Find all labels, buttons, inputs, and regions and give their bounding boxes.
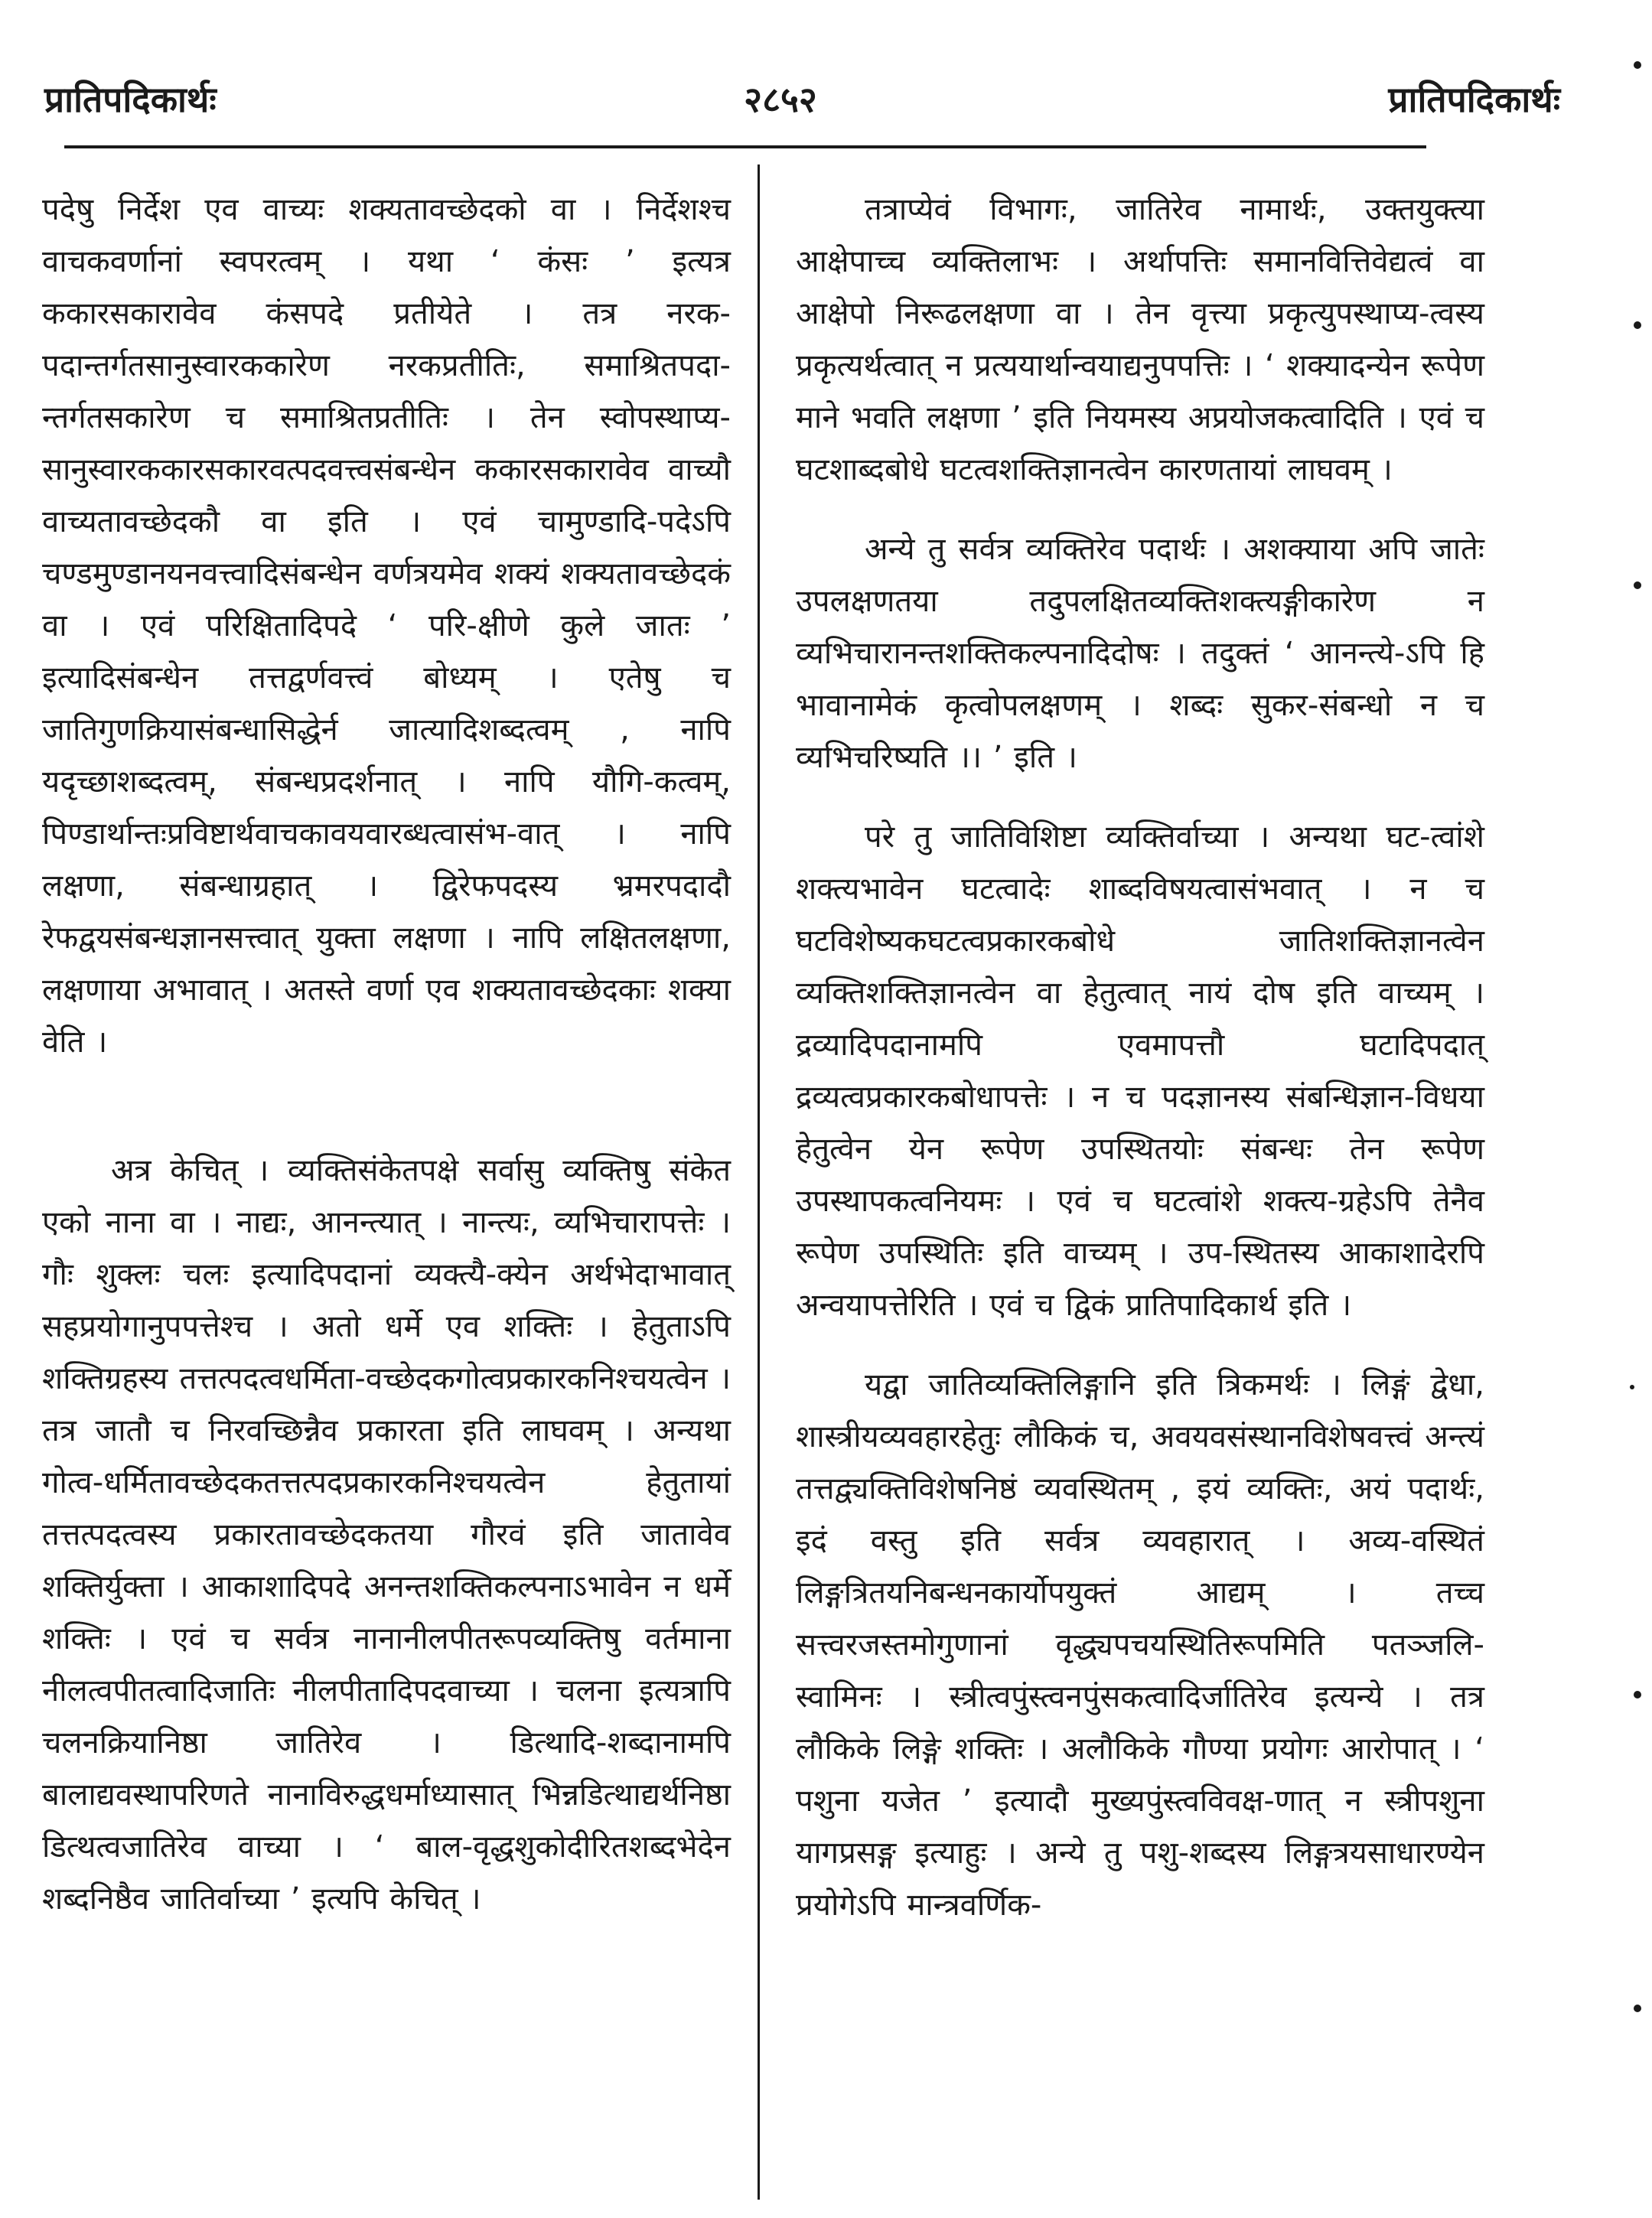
margin-speck [1630, 1385, 1634, 1389]
margin-speck [1634, 1691, 1641, 1699]
margin-speck [1634, 61, 1641, 69]
paragraph-gap [796, 1331, 1484, 1359]
paragraph: तत्राप्येवं विभागः, जातिरेव नामार्थः, उक्तयुक्त्या आक्षेपाच्च व्यक्तिलाभः । अर्थापत्तिः समानवित्तिवेद्यत्वं वा आक्षेपो निरूढलक्षणा वा । तेन वृत्त्या प्रकृत्युपस्थाप्य-त्वस्य प्रकृत्यर्थत्वात् न प्रत्ययार्थान्वयाद्यनुपपत्तिः । ‘ शक्यादन्येन रूपेण माने भवति लक्षणा ’ इति नियमस्य अप्रयोजकत्वादिति । एवं च घटशाब्दबोधे घटत्वशक्तिज्ञानत्वेन कारणतायां लाघवम् । [796, 192, 1484, 487]
right-column [796, 184, 1484, 1931]
paragraph: पदेषु निर्देश एव वाच्यः शक्यतावच्छेदको वा । निर्देशश्च वाचकवर्णानां स्वपरत्वम् । यथा ‘ कंसः ’ इत्यत्र ककारसकारावेव कंसपदे प्रतीयेते । तत्र नरक-पदान्तर्गतसानुस्वारककारेण नरकप्रतीतिः, समाश्रितपदा-न्तर्गतसकारेण च समाश्रितप्रतीतिः । तेन स्वोपस्थाप्य-सानुस्वारककारसकारवत्पदवत्त्वसंबन्धेन ककारसकारावेव वाच्यौ वाच्यतावच्छेदकौ वा इति । एवं चामुण्डादि-पदेऽपि चण्डमुण्डानयनवत्त्वादिसंबन्धेन वर्णत्रयमेव शक्यं शक्यतावच्छेदकं वा । एवं परिक्षितादिपदे ‘ परि-क्षीणे कुले जातः ’ इत्यादिसंबन्धेन तत्तद्वर्णवत्त्वं बोध्यम् । एतेषु च जातिगुणक्रियासंबन्धासिद्धेर्न जात्यादिशब्दत्वम् , नापि यदृच्छाशब्दत्वम्, संबन्धप्रदर्शनात् । नापि यौगि-कत्वम्, पिण्डार्थान्तःप्रविष्टार्थवाचकावयवारब्धत्वासंभ-वात् । नापि लक्षणा, संबन्धाग्रहात् । द्विरेफपदस्य भ्रमरपदादौ रेफद्वयसंबन्धज्ञानसत्त्वात् युक्ता लक्षणा । नापि लक्षितलक्षणा, लक्षणाया अभावात् । अतस्ते वर्णा एव शक्यतावच्छेदकाः शक्या वेति । [42, 192, 731, 1060]
paragraph: परे तु जातिविशिष्टा व्यक्तिर्वाच्या । अन्यथा घट-त्वांशे शक्त्यभावेन घटत्वादेः शाब्दविषयत्वासंभवात् । न च घटविशेष्यकघटत्वप्रकारकबोधे जातिशक्तिज्ञानत्वेन व्यक्तिशक्तिज्ञानत्वेन वा हेतुत्वात् नायं दोष इति वाच्यम् । द्रव्यादिपदानामपि एवमापत्तौ घटादिपदात् द्रव्यत्वप्रकारकबोधापत्तेः । न च पदज्ञानस्य संबन्धिज्ञान-विधया हेतुत्वेन येन रूपेण उपस्थितयोः संबन्धः तेन रूपेण उपस्थापकत्वनियमः । एवं च घटत्वांशे शक्त्य-ग्रहेऽपि तेनैव रूपेण उपस्थितिः इति वाच्यम् । उप-स्थितस्य आकाशादेरपि अन्वयापत्तेरिति । एवं च द्विकं प्रातिपादिकार्थ इति । [796, 819, 1484, 1323]
column-divider [758, 164, 760, 2200]
paragraph-gap [796, 783, 1484, 811]
margin-speck [1634, 2005, 1641, 2012]
header-rule [64, 145, 1426, 148]
left-column [42, 184, 731, 1925]
paragraph-gap [796, 496, 1484, 523]
paragraph-gap [42, 1068, 731, 1145]
margin-speck [1634, 581, 1641, 589]
running-head-left: प्रातिपदिकार्थः [44, 79, 217, 120]
paragraph: अन्ये तु सर्वत्र व्यक्तिरेव पदार्थः । अशक्याया अपि जातेः उपलक्षणतया तदुपलक्षितव्यक्तिशक्त्यङ्गीकारेण न व्यभिचारानन्तशक्तिकल्पनादिदोषः । तदुक्तं ‘ आनन्त्ये-ऽपि हि भावानामेकं कृत्वोपलक्षणम् । शब्दः सुकर-संबन्धो न च व्यभिचरिष्यति ।। ’ इति । [796, 532, 1484, 775]
running-head-right: प्रातिपदिकार्थः [1388, 79, 1560, 120]
page-number: २८५२ [744, 79, 817, 120]
paragraph: यद्वा जातिव्यक्तिलिङ्गानि इति त्रिकमर्थः । लिङ्गं द्वेधा, शास्त्रीयव्यवहारहेतुः लौकिकं च, अवयवसंस्थानविशेषवत्त्वं अन्त्यं तत्तद्व्यक्तिविशेषनिष्ठं व्यवस्थितम् , इयं व्यक्तिः, अयं पदार्थः, इदं वस्तु इति सर्वत्र व्यवहारात् । अव्य-वस्थितं लिङ्गत्रितयनिबन्धनकार्योपयुक्तं आद्यम् । तच्च सत्त्वरजस्तमोगुणानां वृद्ध्यपचयस्थितिरूपमिति पतञ्जलि-स्वामिनः । स्त्रीत्वपुंस्त्वनपुंसकत्वादिर्जातिरेव इत्यन्ये । तत्र लौकिके लिङ्गे शक्तिः । अलौकिके गौण्या प्रयोगः आरोपात् । ‘ पशुना यजेत ’ इत्यादौ मुख्यपुंस्त्वविवक्ष-णात् न स्त्रीपशुना यागप्रसङ्ग इत्याहुः । अन्ये तु पशु-शब्दस्य लिङ्गत्रयसाधारण्येन प्रयोगेऽपि मान्त्रवर्णिक- [796, 1367, 1484, 1923]
margin-speck [1634, 321, 1641, 329]
paragraph: अत्र केचित् । व्यक्तिसंकेतपक्षे सर्वासु व्यक्तिषु संकेत एको नाना वा । नाद्यः, आनन्त्यात् । नान्त्यः, व्यभिचारापत्तेः । गौः शुक्लः चलः इत्यादिपदानां व्यक्त्यै-क्येन अर्थभेदाभावात् सहप्रयोगानुपपत्तेश्च । अतो धर्मे एव शक्तिः । हेतुताऽपि शक्तिग्रहस्य तत्तत्पदत्वधर्मिता-वच्छेदकगोत्वप्रकारकनिश्चयत्वेन । तत्र जातौ च निरवच्छिन्नैव प्रकारता इति लाघवम् । अन्यथा गोत्व-धर्मितावच्छेदकतत्तत्पदप्रकारकनिश्चयत्वेन हेतुतायां तत्तत्पदत्वस्य प्रकारतावच्छेदकतया गौरवं इति जातावेव शक्तिर्युक्ता । आकाशादिपदे अनन्तशक्तिकल्पनाऽभावेन न धर्मे शक्तिः । एवं च सर्वत्र नानानीलपीतरूपव्यक्तिषु वर्तमाना नीलत्वपीतत्वादिजातिः नीलपीतादिपदवाच्या । चलना इत्यत्रापि चलनक्रियानिष्ठा जातिरेव । डित्थादि-शब्दानामपि बालाद्यवस्थापरिणते नानाविरुद्धधर्माध्यासात् भिन्नडित्थाद्यर्थनिष्ठा डित्थत्वजातिरेव वाच्या । ‘ बाल-वृद्धशुकोदीरितशब्दभेदेन शब्दनिष्ठैव जातिर्वाच्या ’ इत्यपि केचित् । [42, 1153, 731, 1917]
